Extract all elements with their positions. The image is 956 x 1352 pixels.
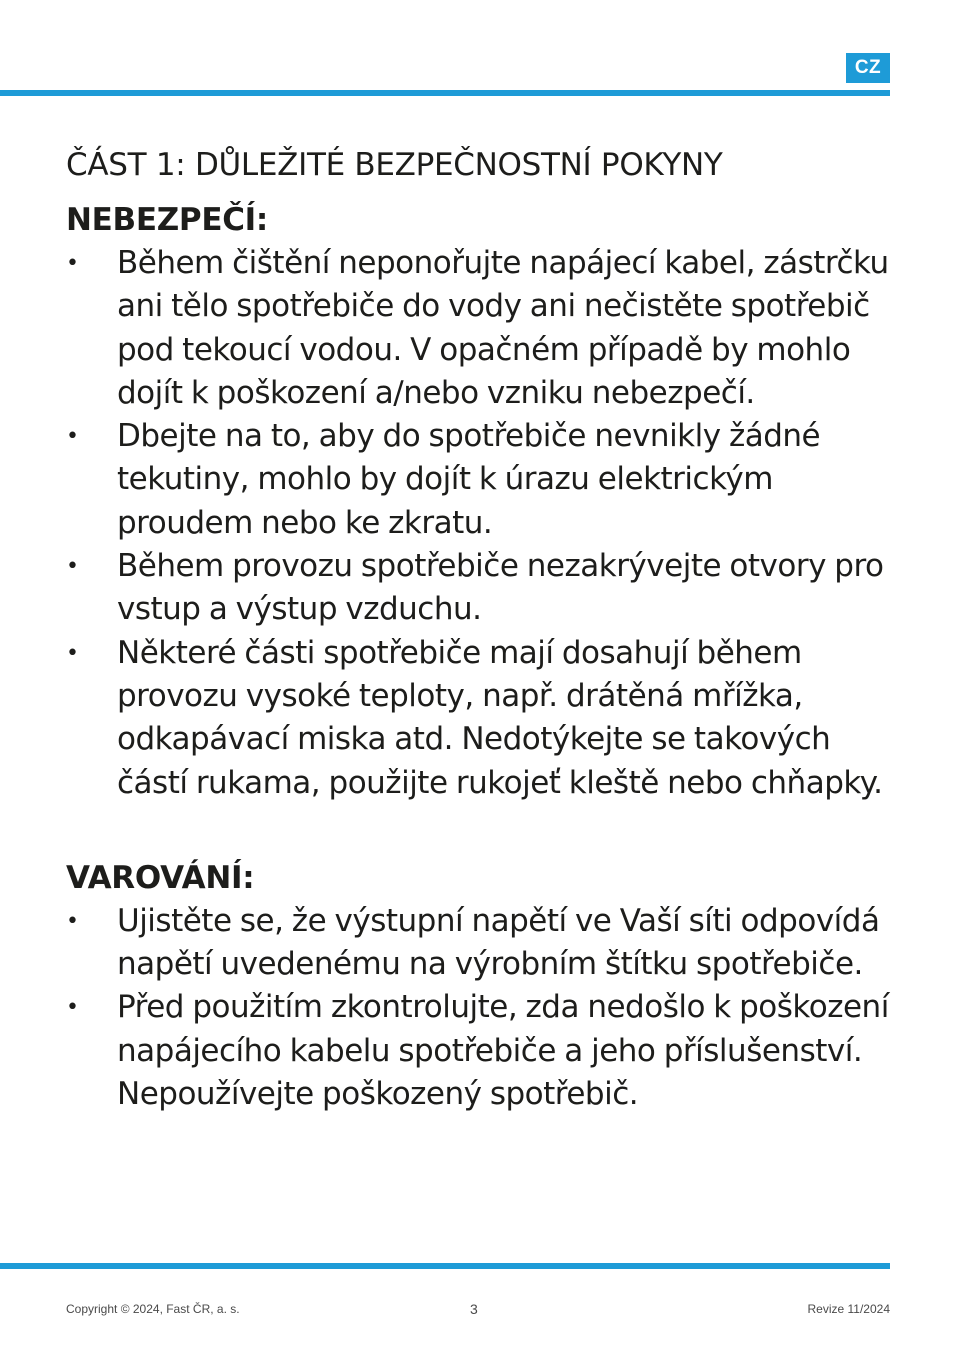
list-item — [66, 415, 896, 545]
list-item-text: Dbejte na to, aby do spotřebiče nevnikly žádné tekutiny, mohlo by dojít k úrazu elektrickým proudem nebo ke zkratu. — [117, 418, 821, 541]
bullet-icon: • — [66, 424, 79, 450]
warning-list — [66, 900, 896, 1116]
bullet-icon: • — [66, 640, 79, 666]
danger-list — [66, 242, 896, 805]
revision-text: Revize 11/2024 — [807, 1302, 890, 1316]
list-item-text: Některé části spotřebiče mají dosahují během provozu vysoké teploty, např. drátěná mřížka, odkapávací miska atd. Nedotýkejte se takových částí rukama, použijte rukojeť kleště nebo chňapky. — [117, 634, 883, 801]
page-number: 3 — [470, 1301, 478, 1317]
list-item-text: Ujistěte se, že výstupní napětí ve Vaší síti odpovídá napětí uvedenému na výrobním štítku spotřebiče. — [117, 902, 880, 983]
footer-divider — [0, 1263, 890, 1269]
list-item — [66, 242, 896, 415]
part-title: ČÁST 1: DŮLEŽITÉ BEZPEČNOSTNÍ POKYNY — [66, 147, 723, 183]
language-badge: CZ — [846, 53, 890, 83]
bullet-icon: • — [66, 251, 79, 276]
bullet-icon: • — [66, 554, 79, 580]
page-content — [66, 140, 896, 1116]
bullet-icon: • — [66, 995, 79, 1021]
list-item — [66, 900, 896, 987]
list-item-text: Během čištění neponořujte napájecí kabel, zástrčku ani tělo spotřebiče do vody ani nečistěte spotřebič pod tekoucí vodou. V opačném případě by mohlo dojít k poškození a/nebo vzniku nebezpečí. — [117, 245, 889, 411]
list-item — [66, 986, 896, 1116]
danger-heading: NEBEZPEČÍ: — [66, 202, 268, 238]
copyright-text: Copyright © 2024, Fast ČR, a. s. — [66, 1302, 240, 1316]
list-item — [66, 545, 896, 632]
header-divider — [0, 90, 890, 96]
bullet-icon: • — [66, 908, 79, 934]
list-item-text: Během provozu spotřebiče nezakrývejte otvory pro vstup a výstup vzduchu. — [117, 548, 884, 628]
warning-heading: VAROVÁNÍ: — [66, 859, 255, 896]
list-item-text: Před použitím zkontrolujte, zda nedošlo k poškození napájecího kabelu spotřebiče a jeho příslušenství. Nepoužívejte poškozený spotřebič. — [117, 989, 889, 1113]
list-item — [66, 632, 896, 805]
